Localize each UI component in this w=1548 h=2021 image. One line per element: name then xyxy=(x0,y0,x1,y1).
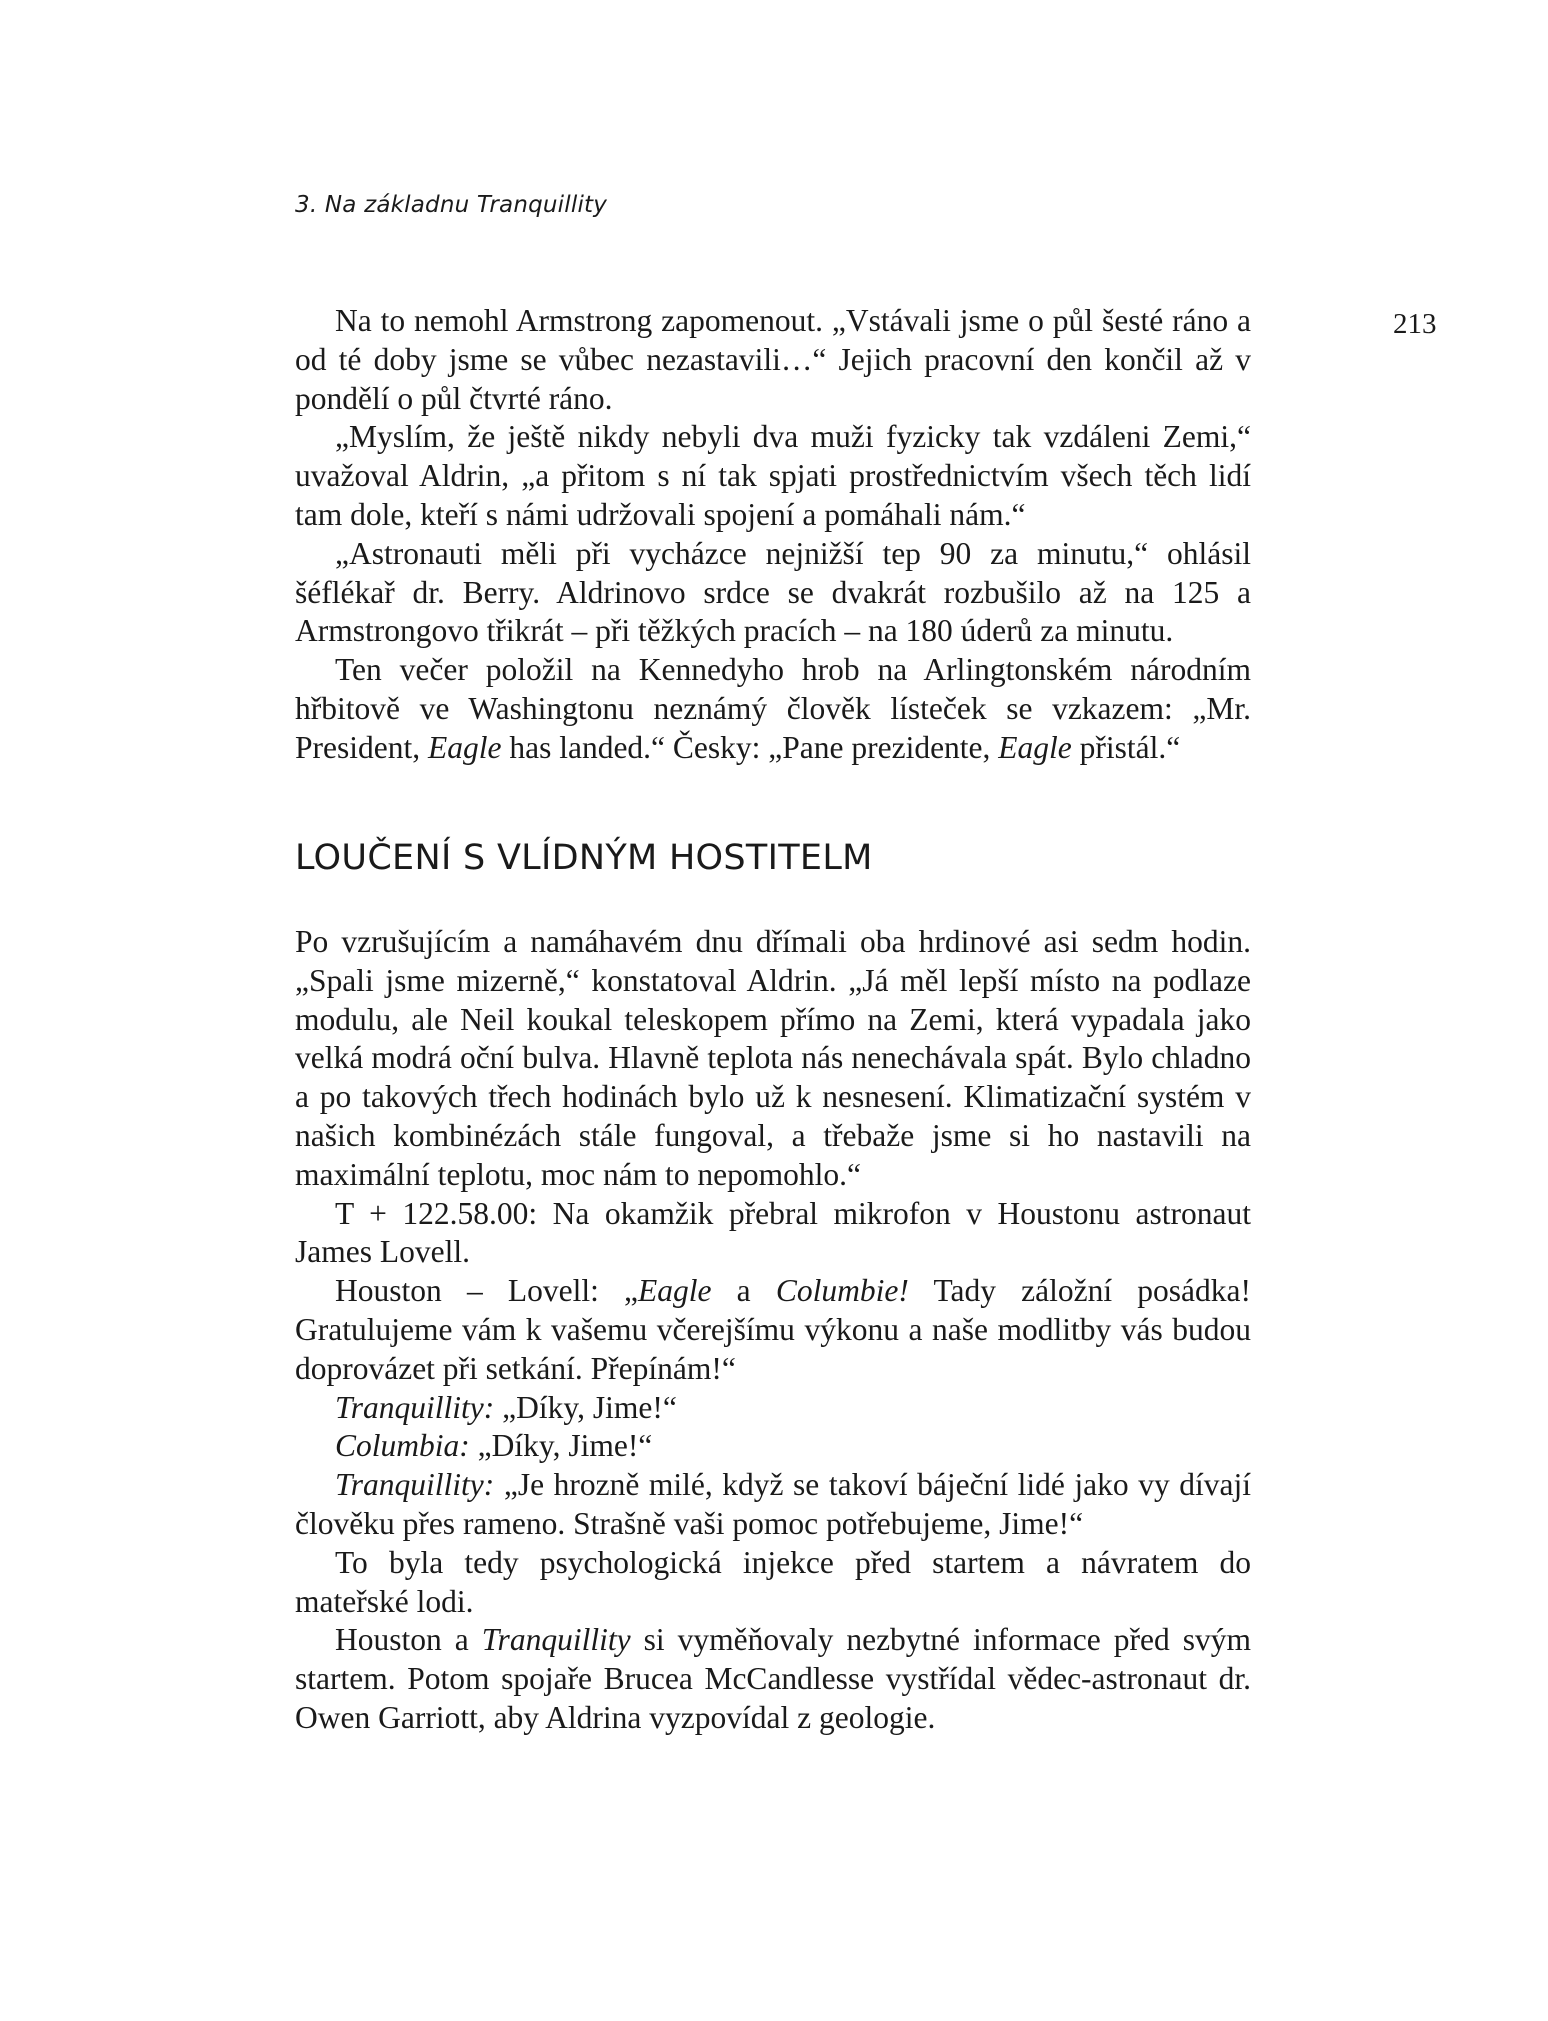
paragraph: „Myslím, že ještě nikdy nebyli dva muži fyzicky tak vzdáleni Zemi,“ uvažoval Aldrin, „a přitom s ní tak spjati prostřednictvím všech těch lidí tam dole, kteří s námi udržovali spojení a pomáhali nám.“ xyxy=(295,419,1251,532)
ship-name: Eagle xyxy=(427,729,502,765)
dialogue-line xyxy=(295,1466,1251,1544)
paragraph xyxy=(295,1272,1251,1388)
text-run: Houston a xyxy=(335,1622,482,1658)
dialogue-line xyxy=(295,1427,1251,1466)
text-run: Tady záložní posádka! Gratulujeme vám k vašemu včerejšímu výkonu a naše modlitby vás budou doprovázet při setkání. Přepínám!“ xyxy=(295,1273,1252,1386)
ship-name: Eagle xyxy=(638,1273,712,1309)
running-head: 3. Na základnu Tranquillity xyxy=(295,192,608,218)
ship-name: Columbie! xyxy=(775,1273,909,1309)
dialogue-line xyxy=(295,1389,1251,1428)
paragraph xyxy=(295,651,1251,767)
paragraph: Po vzrušujícím a namáhavém dnu dřímali oba hrdinové asi sedm hodin. „Spali jsme mizerně,“ konstatoval Aldrin. „Já měl lepší místo na podlaze modulu, ale Neil koukal teleskopem přímo na Zemi, která vypadala jako velká modrá oční bulva. Hlavně teplota nás nenechávala spát. Bylo chladno a po takových třech hodinách bylo už k nesnesení. Klimatizační systém v našich kombinézách stále fungoval, a třebaže jsme si ho nastavili na maximální teplotu, moc nám to nepomohlo.“ xyxy=(295,924,1251,1192)
speaker-name: Columbia: xyxy=(335,1428,470,1464)
section-text xyxy=(295,923,1251,1738)
text-run: Ten večer položil na Kennedyho hrob na Arlingtonském národním hřbitově ve Washingtonu neznámý člověk lísteček se vzkazem: „Mr. President, xyxy=(295,652,1251,765)
speaker-name: Tranquillity: xyxy=(335,1467,495,1503)
ship-name: Eagle xyxy=(998,729,1072,765)
paragraph: Na to nemohl Armstrong zapomenout. „Vstávali jsme o půl šesté ráno a od té doby jsme se vůbec nezastavili…“ Jejich pracovní den končil až v pondělí o půl čtvrté ráno. xyxy=(295,303,1251,416)
intro-text xyxy=(295,302,1251,768)
speaker-name: Tranquillity: xyxy=(335,1389,495,1425)
paragraph xyxy=(295,1621,1251,1737)
text-run: has landed.“ Česky: „Pane prezidente, xyxy=(501,729,999,765)
dialogue-text: „Díky, Jime!“ xyxy=(494,1389,677,1425)
paragraph: To byla tedy psychologická injekce před startem a návratem do mateřské lodi. xyxy=(295,1544,1251,1619)
ship-name: Tranquillity xyxy=(481,1622,631,1658)
section-heading: LOUČENÍ S VLÍDNÝM HOSTITELM xyxy=(295,838,873,878)
text-run: Houston – Lovell: „ xyxy=(335,1273,639,1309)
text-run: přistál.“ xyxy=(1071,729,1181,765)
text-run: a xyxy=(711,1273,776,1309)
paragraph: „Astronauti měli při vycházce nejnižší tep 90 za minutu,“ ohlásil šéflékař dr. Berry. Aldrinovo srdce se dvakrát rozbušilo až na 125 a Armstrongovo třikrát – při těžkých pracích – na 180 úderů za minutu. xyxy=(295,535,1251,649)
dialogue-text: „Díky, Jime!“ xyxy=(469,1428,653,1464)
page-number: 213 xyxy=(1393,308,1437,340)
dialogue-text: „Je hrozně milé, když se takoví báječní lidé jako vy dívají člověku přes rameno. Strašně vaši pomoc potřebujeme, Jime!“ xyxy=(295,1467,1251,1541)
paragraph: T + 122.58.00: Na okamžik přebral mikrofon v Houstonu astronaut James Lovell. xyxy=(295,1195,1251,1270)
text-run: si vyměňovaly nezbytné informace před svým startem. Potom spojaře Brucea McCandlesse vystřídal vědec-astronaut dr. Owen Garriott, aby Aldrina vyzpovídal z geologie. xyxy=(295,1622,1251,1735)
